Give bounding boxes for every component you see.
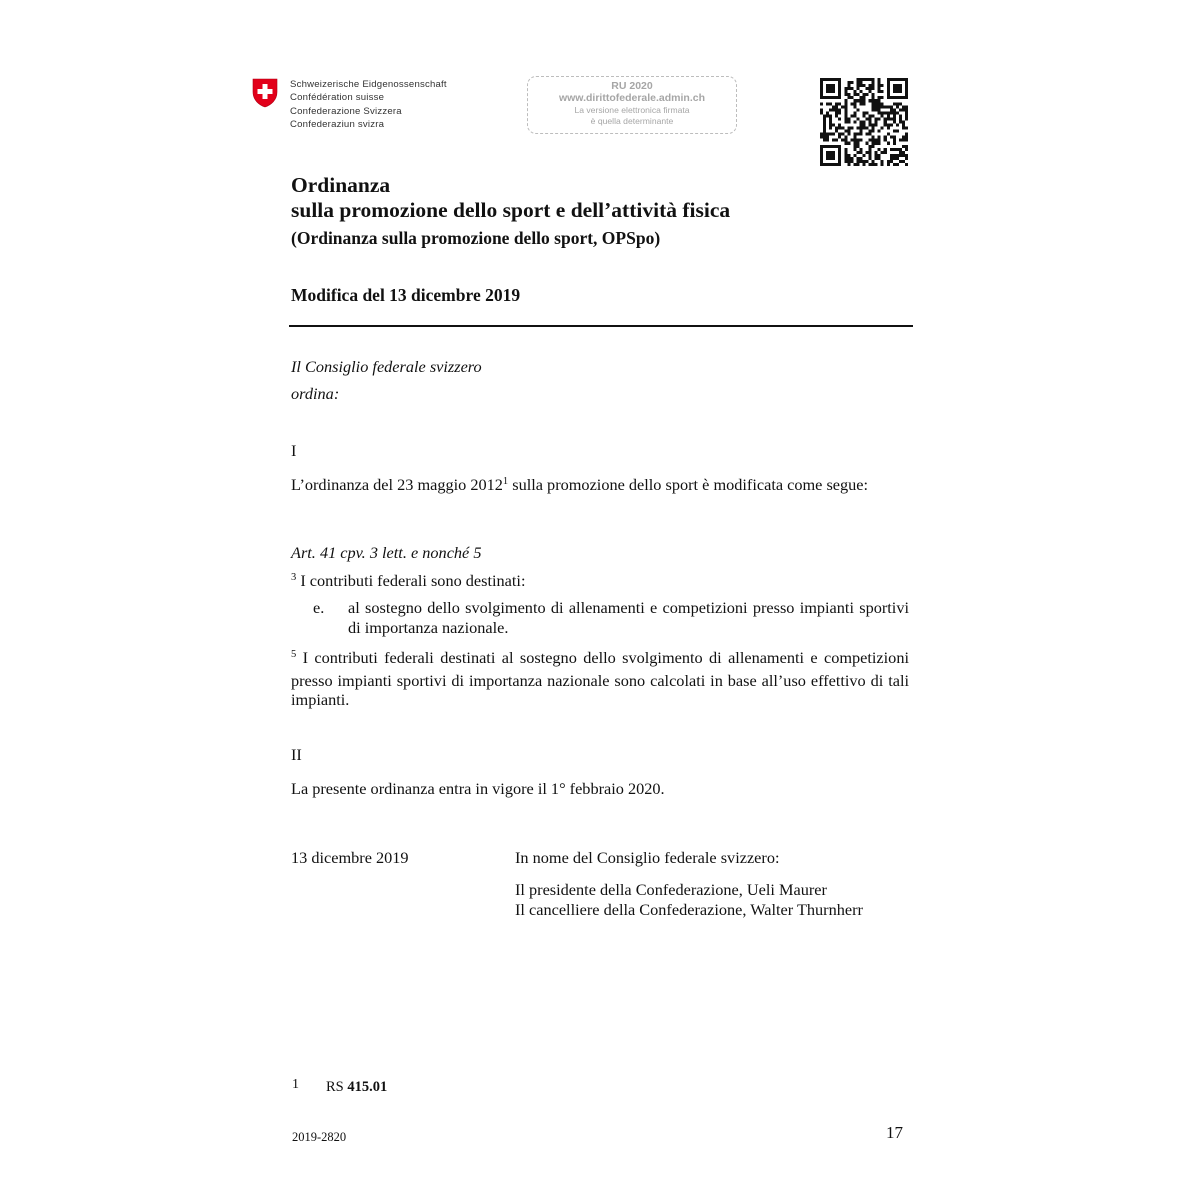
page-number: 17 [886, 1123, 903, 1142]
confederation-name-it: Confederazione Svizzera [290, 105, 402, 117]
intro-ordina: ordina: [291, 384, 340, 403]
section-2-heading: II [291, 745, 302, 764]
confederation-name-fr: Confédération suisse [290, 92, 385, 104]
title-divider [289, 325, 913, 327]
title-short-name: (Ordinanza sulla promozione dello sport, OPSpo) [291, 228, 661, 248]
footnote-reference-link[interactable]: 415.01 [347, 1079, 388, 1095]
document-number: 2019-2820 [292, 1130, 347, 1144]
qr-code-icon [820, 78, 908, 166]
section-2-text: La presente ordinanza entra in vigore il 1° febbraio 2020. [291, 779, 665, 798]
paragraph-5-number: 5 [291, 649, 297, 660]
stamp-url: www.dirittofederale.admin.ch [558, 92, 706, 104]
list-item-letter: e. [313, 598, 325, 617]
footnote-text [326, 1079, 387, 1096]
article-heading: Art. 41 cpv. 3 lett. e nonché 5 [291, 543, 482, 562]
signature-date: 13 dicembre 2019 [291, 848, 409, 867]
title-line-2: sulla promozione dello sport e dell’attività fisica [291, 198, 731, 222]
paragraph-5 [291, 648, 909, 710]
signature-president: Il presidente della Confederazione, Ueli Maurer [515, 880, 827, 899]
title-line-1: Ordinanza [291, 173, 391, 197]
paragraph-5-text: I contributi federali destinati al sostegno dello svolgimento di allenamenti e competizioni presso impianti sportivi di importanza nazionale sono calcolati in base all’uso effettivo di tali impianti. [291, 648, 909, 710]
section-1-paragraph-start: L’ordinanza del 23 maggio 2012 [291, 475, 503, 494]
footnote-prefix: RS [326, 1079, 348, 1095]
signature-chancellor: Il cancelliere della Confederazione, Walter Thurnherr [515, 900, 863, 919]
swiss-cross-shield-icon [252, 78, 278, 108]
amendment-date-heading: Modifica del 13 dicembre 2019 [291, 285, 521, 305]
intro-issuer: Il Consiglio federale svizzero [291, 357, 482, 376]
confederation-name-rm: Confederaziun svizra [290, 119, 385, 131]
paragraph-3-text: I contributi federali sono destinati: [296, 571, 526, 590]
stamp-collection: RU 2020 [611, 80, 653, 92]
footnote-marker[interactable]: 1 [502, 476, 509, 487]
stamp-note-2: è quella determinante [590, 116, 674, 126]
document-title [291, 173, 730, 250]
official-publication-stamp [527, 76, 737, 134]
paragraph-3 [291, 571, 525, 594]
confederation-names [290, 78, 447, 132]
section-1-paragraph [291, 475, 909, 498]
paragraph-3-number: 3 [291, 572, 297, 583]
footnote-number: 1 [292, 1077, 299, 1092]
signature-on-behalf: In nome del Consiglio federale svizzero: [515, 848, 780, 867]
stamp-note-1: La versione elettronica firmata [574, 105, 690, 115]
section-1-paragraph-end: sulla promozione dello sport è modificata come segue: [508, 475, 869, 494]
list-item-text: al sostegno dello svolgimento di allenamenti e competizioni presso impianti sportivi di importanza nazionale. [348, 598, 909, 637]
confederation-name-de: Schweizerische Eidgenossenschaft [290, 79, 447, 90]
section-1-heading: I [291, 441, 297, 460]
